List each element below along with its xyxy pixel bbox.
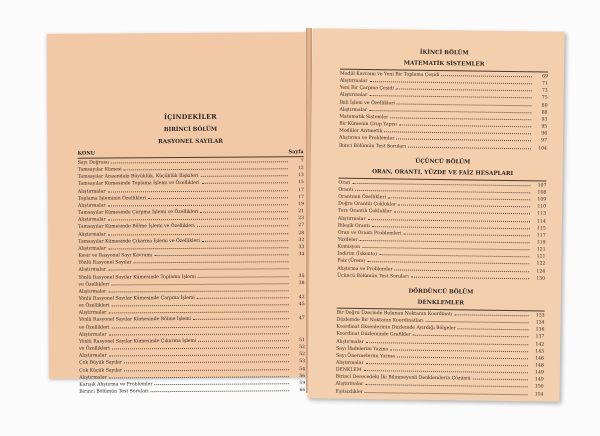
toc-entry-label: Sayı Doğrusu bbox=[77, 160, 110, 166]
dot-leader bbox=[365, 381, 527, 387]
toc-entry-page: 27 bbox=[298, 223, 305, 229]
toc-entry-page: 33 bbox=[298, 245, 305, 251]
toc-entry-label: Birinci Bölümün Test Soruları bbox=[79, 389, 149, 395]
dot-leader bbox=[108, 187, 288, 192]
toc-entry-page: 122 bbox=[536, 261, 546, 267]
dot-leader bbox=[201, 180, 287, 185]
toc-entry-label: Alıştırmalar bbox=[337, 216, 366, 222]
column-konu: KONU bbox=[77, 150, 96, 157]
dot-leader bbox=[368, 216, 530, 222]
toc-entry-page: 146 bbox=[535, 356, 545, 362]
toc-entry-label: Eşitsizlikler bbox=[335, 389, 363, 395]
chapter-heading: BİRİNCİ BÖLÜM bbox=[163, 126, 218, 134]
dot-leader bbox=[454, 311, 528, 316]
toc-entry-page: 45 bbox=[298, 302, 305, 308]
toc-entry-page: 88 bbox=[541, 110, 548, 116]
toc-entry-label: Birinci Derecedeki İki Bilinmeyenli Denklemlerin Çözümü bbox=[335, 374, 471, 382]
toc-entry-label: Matematik Sistemler bbox=[339, 114, 389, 121]
toc-entry-label: Alıştırmalar bbox=[77, 189, 106, 195]
toc-entry-page: 115 bbox=[537, 226, 546, 232]
dot-leader bbox=[148, 194, 288, 199]
toc-entry-page: 52 bbox=[299, 345, 306, 351]
toc-entry-page: 154 bbox=[534, 392, 544, 398]
toc-entry-label: Tamsayılar Kümesinde Toplama İşlemi ve Özellikleri bbox=[77, 181, 200, 188]
toc-entry-label: İkili İşlem ve Özellikleri bbox=[339, 100, 395, 107]
toc-entry-label: Koordinat Düzleminde Grafikler bbox=[336, 331, 411, 339]
toc-entry-label: Oran bbox=[338, 180, 351, 186]
dot-leader bbox=[379, 251, 529, 257]
toc-entry-page: 119 bbox=[536, 240, 546, 246]
toc-entry-label: Alıştırmalar bbox=[79, 353, 107, 359]
dot-leader bbox=[109, 351, 289, 356]
toc-entry-page: 23 bbox=[298, 216, 305, 222]
dot-leader bbox=[395, 266, 530, 272]
toc-entry-page: 17 bbox=[298, 187, 304, 193]
toc-entry-page: 71 bbox=[541, 81, 548, 87]
toc-entry-page: 17 bbox=[298, 194, 304, 200]
toc-entry-label: Karışık Alıştırma ve Problemler bbox=[79, 382, 153, 388]
left-page-content bbox=[77, 112, 305, 396]
dot-leader bbox=[197, 223, 288, 228]
dot-leader bbox=[108, 309, 288, 314]
toc-entry-label: Bir Doğru Üzerinde Bulunan Noktanın Koordinatı bbox=[336, 310, 453, 318]
toc-entry-label: Yönlü Rasyonel Sayılar Kümesinde Toplama İşlemi bbox=[78, 274, 196, 281]
dot-leader bbox=[108, 266, 288, 271]
toc-entry-page: 59 bbox=[299, 380, 306, 387]
chapter-heading: DÖRDÜNCÜ BÖLÜM bbox=[408, 288, 474, 296]
toc-entry-label: Alıştırmalar bbox=[78, 310, 107, 316]
toc-entry-page: 51 bbox=[299, 338, 305, 344]
toc-entry-label: Komisyon bbox=[337, 244, 361, 251]
toc-entry-label: Tamsayılar Arasındaki Büyüklük, Küçüklük İlişkileri bbox=[77, 174, 199, 181]
dot-leader bbox=[397, 353, 528, 359]
dot-leader bbox=[396, 136, 531, 142]
dot-leader bbox=[124, 165, 288, 170]
dot-leader bbox=[394, 209, 531, 215]
toc-entry-page: 107 bbox=[537, 183, 547, 189]
toc-entry-page: 69 bbox=[542, 74, 548, 80]
toc-entry-label: Sayı İfadelerini Yazma bbox=[336, 346, 389, 353]
toc-entry-label: Çok Küçük Sayılar bbox=[79, 367, 123, 374]
dot-leader bbox=[399, 122, 531, 128]
dot-leader bbox=[108, 244, 288, 249]
toc-entry-page: 109 bbox=[537, 197, 547, 203]
toc-row bbox=[335, 388, 543, 398]
chapter-section bbox=[337, 149, 547, 282]
dot-leader bbox=[109, 373, 289, 378]
dot-leader bbox=[372, 223, 530, 229]
toc-entry-page: 12 bbox=[297, 166, 304, 172]
chapter-heading: İKİNCİ BÖLÜM bbox=[419, 49, 469, 57]
dot-leader bbox=[111, 280, 288, 285]
toc-entry-label: Faiz (Ürem) bbox=[337, 259, 366, 265]
toc-entry-page: 134 bbox=[535, 320, 545, 326]
left-page bbox=[47, 32, 311, 395]
toc-entry-page: 15 bbox=[297, 180, 304, 186]
toc-entry-label: Bir Kümenin Grup Yapısı bbox=[339, 121, 397, 128]
toc-entry-page: 113 bbox=[537, 211, 547, 217]
toc-entry-label: Modüler Aritmetik bbox=[339, 128, 383, 135]
left-toc-list bbox=[78, 158, 306, 396]
dot-leader bbox=[154, 251, 288, 256]
dot-leader bbox=[198, 273, 289, 278]
toc-entry-label: Alıştırmalar bbox=[78, 289, 107, 295]
toc-entry-label: Alıştırmalar bbox=[78, 332, 107, 338]
dot-leader bbox=[124, 366, 289, 371]
toc-entry-label: ve Özellikleri bbox=[78, 346, 110, 352]
toc-entry-page: 143 bbox=[535, 349, 545, 355]
toc-entry-label: Bileşik Orantı bbox=[337, 223, 370, 229]
toc-entry-label: Alıştırma ve Problemler bbox=[339, 136, 395, 142]
toc-entry-label: Tamsayılar Kümesi bbox=[77, 167, 122, 173]
toc-entry-page: 150 bbox=[534, 384, 544, 390]
chapter-title: RASYONEL SAYILAR bbox=[158, 138, 223, 146]
dot-leader bbox=[108, 215, 288, 220]
dot-leader bbox=[413, 332, 529, 338]
toc-entry-page: 47 bbox=[298, 316, 305, 322]
dot-leader bbox=[200, 173, 287, 178]
toc-entry-label: Koordinat Eksenlerinin Düzlemde Ayırdığı Bölgeler bbox=[336, 324, 456, 332]
toc-entry-page: 80 bbox=[541, 103, 548, 109]
dot-leader bbox=[390, 114, 531, 120]
toc-entry-page: 73 bbox=[541, 88, 548, 94]
dot-leader bbox=[366, 360, 528, 366]
dot-leader bbox=[155, 380, 290, 385]
toc-entry-label: Alıştırmalar bbox=[336, 339, 364, 345]
toc-entry-label: ve Özellikleri bbox=[78, 282, 110, 288]
toc-entry-label: İndirim (İskonto) bbox=[337, 251, 378, 258]
dot-leader bbox=[367, 258, 529, 264]
toc-entry-label: Alıştırmalar bbox=[335, 382, 364, 388]
dot-leader bbox=[112, 323, 289, 328]
chapter-section bbox=[339, 49, 548, 153]
toc-entry-page: 38 bbox=[298, 280, 305, 286]
toc-entry-label: Yönlü Rasyonel Sayılar bbox=[78, 260, 132, 266]
column-sayfa: Sayfa bbox=[288, 149, 304, 156]
dot-leader bbox=[398, 202, 530, 208]
toc-entry-label: Alıştırmalar bbox=[78, 232, 106, 238]
toc-entry-label: Oran ve Orantı Problemleri bbox=[337, 230, 402, 237]
toc-entry-page: 149 bbox=[534, 377, 544, 383]
dot-leader bbox=[193, 316, 289, 321]
dot-leader bbox=[124, 359, 289, 364]
toc-entry-page: 42 bbox=[298, 295, 305, 301]
dot-leader bbox=[108, 230, 288, 235]
toc-entry-page: 52 bbox=[299, 352, 306, 358]
toc-entry-page: 121 bbox=[536, 254, 546, 260]
toc-entry-label: Alıştırmalar bbox=[78, 246, 106, 252]
toc-entry-page: 117 bbox=[536, 233, 546, 239]
dot-leader bbox=[411, 273, 529, 279]
dot-leader bbox=[397, 100, 532, 106]
dot-leader bbox=[396, 86, 532, 92]
toc-entry-page: 53 bbox=[299, 359, 306, 365]
dot-leader bbox=[108, 287, 288, 292]
toc-entry-page: 114 bbox=[537, 218, 546, 225]
toc-entry-page: 110 bbox=[537, 204, 547, 210]
toc-entry-page: 97 bbox=[541, 138, 548, 144]
toc-entry-page: 54 bbox=[299, 366, 306, 372]
toc-entry-page: 35 bbox=[298, 273, 305, 279]
dot-leader bbox=[197, 294, 289, 299]
toc-entry-page: 137 bbox=[535, 334, 545, 340]
toc-entry-page: 148 bbox=[535, 363, 544, 369]
toc-entry-label: Yüzdeler bbox=[337, 237, 358, 243]
toc-entry-page: 108 bbox=[537, 190, 547, 196]
right-page-content bbox=[335, 49, 548, 399]
dot-leader bbox=[426, 318, 529, 323]
toc-entry-page: 75 bbox=[541, 95, 548, 102]
toc-entry-label: Alıştırma ve Problemler bbox=[337, 266, 393, 272]
toc-entry-page: 56 bbox=[299, 373, 306, 379]
chapter-section bbox=[335, 280, 545, 399]
toc-entry-page: 66 bbox=[299, 388, 306, 394]
toc-entry-page: 124 bbox=[536, 269, 546, 275]
toc-entry-label: Alıştırmalar bbox=[339, 107, 368, 113]
toc-entry-label: DENKLEM bbox=[335, 367, 362, 374]
toc-entry-label: Kesir ve Rasyonel Sayı Kavramı bbox=[78, 253, 153, 259]
toc-entry-label: Alıştırmalar bbox=[335, 360, 364, 367]
toc-entry-label: Orantının Özellikleri bbox=[338, 194, 387, 201]
dot-leader bbox=[458, 326, 529, 331]
dot-leader bbox=[134, 258, 289, 263]
toc-entry-label: Alıştırmalar bbox=[79, 375, 107, 381]
toc-entry-page: 133 bbox=[535, 313, 545, 319]
dot-leader bbox=[473, 376, 528, 381]
toc-entry-page: 28 bbox=[298, 230, 305, 236]
toc-entry-label: Üçüncü Bölümün Test Soruları bbox=[337, 273, 409, 280]
dot-leader bbox=[408, 143, 531, 149]
toc-entry-label: Yönlü Rasyonel Sayılar Kümesinde Çarpma İşlemi bbox=[78, 295, 195, 302]
toc-entry-page: 136 bbox=[535, 327, 545, 333]
toc-entry-label: Orantı bbox=[338, 187, 354, 193]
dot-leader bbox=[111, 301, 288, 306]
toc-entry-page: 121 bbox=[536, 247, 546, 253]
dot-leader bbox=[202, 237, 288, 242]
dot-leader bbox=[108, 201, 288, 206]
toc-entry-label: Sayı Önermelerini Yazma bbox=[335, 353, 395, 360]
dot-leader bbox=[369, 93, 531, 99]
toc-entry-label: Yönlü Rasyonel Sayılar Kümesinde Bölme İşlemi bbox=[78, 317, 192, 324]
chapter-title: DENKLEMLER bbox=[417, 299, 464, 307]
toc-entry-label: Tamsayılar Kümesinde Bölme İşlemi ve Özellikleri bbox=[78, 224, 195, 231]
toc-entry-page: 93 bbox=[541, 117, 548, 123]
chapter-heading: ÜÇÜNCÜ BÖLÜM bbox=[415, 158, 471, 166]
toc-entry-label: Çok Büyük Sayılar bbox=[79, 360, 123, 367]
toc-entry-page: 142 bbox=[535, 341, 545, 348]
right-page bbox=[307, 28, 564, 401]
toc-entry-label: Ters Orantılı Çokluklar bbox=[338, 208, 392, 215]
dot-leader bbox=[200, 208, 288, 213]
toc-entry-label: Modül Kavramı ve Yeni Bir Toplama Çeşidi bbox=[339, 71, 440, 79]
toc-entry-label: Düzlemde Bir Noktanın Koordinatları bbox=[336, 317, 424, 324]
dot-leader bbox=[366, 339, 528, 345]
dot-leader bbox=[112, 344, 289, 349]
toc-entry-label: Alıştırmalar bbox=[339, 93, 368, 99]
toc-entry-label: Alıştırmalar bbox=[78, 217, 106, 223]
dot-leader bbox=[369, 107, 531, 113]
toc-entry-page: 13 bbox=[297, 173, 304, 179]
toc-entry-label: Yeni Bir Çarpma Çeşidi bbox=[339, 85, 394, 92]
toc-entry-page: 104 bbox=[538, 145, 547, 152]
chapter-title: ORAN, ORANTI, YÜZDE VE FAİZ HESAPLARI bbox=[372, 168, 514, 177]
dot-leader bbox=[111, 158, 288, 163]
toc-entry-label: ve Özellikleri bbox=[78, 325, 110, 331]
toc-entry-page: 32 bbox=[298, 237, 305, 243]
toc-entry-label: Tamsayılar Kümesinde Çarpma İşlemi ve Özellikleri bbox=[78, 209, 199, 216]
toc-entry-page: 95 bbox=[541, 124, 548, 130]
chapter-title: MATEMATİK SİSTEMLER bbox=[403, 60, 485, 68]
toc-entry-page: 149 bbox=[534, 370, 544, 376]
toc-entry-label: Yönlü Rasyonel Sayılar Kümesinde Çıkarma İşlemi bbox=[78, 338, 197, 345]
toc-entry-label: Alıştırmalar bbox=[77, 203, 106, 209]
toc-entry-label: Toplama İşleminin Özellikleri bbox=[77, 196, 147, 202]
toc-entry-page: 96 bbox=[541, 131, 548, 137]
dot-leader bbox=[441, 72, 532, 77]
toc-entry-page: 34 bbox=[298, 252, 305, 258]
toc-entry-page: 7 bbox=[300, 159, 304, 165]
toc-entry-label: Alıştırmalar bbox=[339, 78, 368, 85]
toc-entry-page: 130 bbox=[536, 276, 546, 282]
dot-leader bbox=[403, 230, 529, 236]
dot-leader bbox=[151, 387, 290, 392]
toc-entry-label: Doğru Orantılı Çokluklar bbox=[338, 201, 397, 208]
dot-leader bbox=[388, 194, 530, 200]
toc-entry-label: Alıştırmalar bbox=[78, 267, 107, 274]
toc-entry-page: 19 bbox=[298, 202, 305, 208]
toc-entry-label: Tamsayılar Kümesinde Çıkarma İşlemi ve Özellikleri bbox=[78, 238, 201, 245]
contents-title: İÇINDEKİLER bbox=[163, 112, 217, 122]
toc-entry-label: ve Özellikleri bbox=[78, 303, 110, 309]
dot-leader bbox=[390, 346, 528, 352]
toc-entry-page: 21 bbox=[298, 209, 305, 215]
dot-leader bbox=[384, 129, 531, 135]
dot-leader bbox=[198, 337, 289, 342]
toc-entry-label: İkinci Bölümün Test Soruları bbox=[338, 143, 406, 150]
dot-leader bbox=[109, 330, 289, 335]
